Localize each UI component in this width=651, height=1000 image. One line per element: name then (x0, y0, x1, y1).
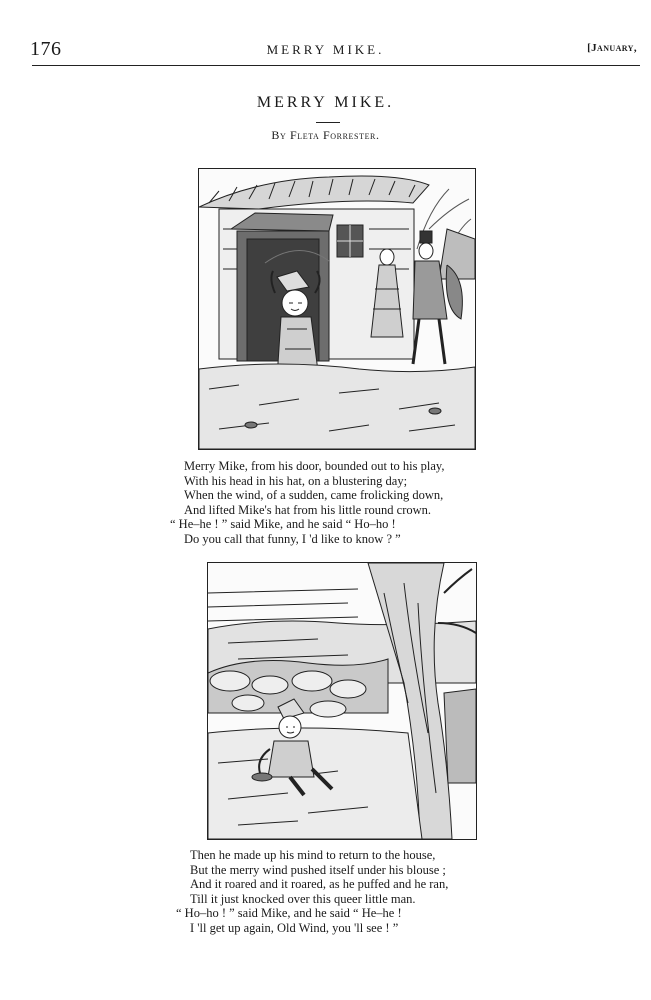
verse-line: Then he made up his mind to return to the house, (190, 848, 436, 862)
verse-line: Do you call that funny, I 'd like to know ? ” (184, 531, 401, 546)
title-rule (316, 122, 340, 123)
running-title: MERRY MIKE. (266, 42, 385, 57)
verse-line: “ He–he ! ” said Mike, and he said “ Ho–ho ! (170, 517, 396, 532)
verse-line: When the wind, of a sudden, came frolicking down, (184, 488, 444, 503)
byline: By Fleta Forrester. (271, 128, 380, 142)
page-number: 176 (30, 38, 62, 60)
engraving-cottage-scene (199, 169, 475, 449)
illustration-mike-fallen (207, 562, 477, 840)
engraving-windy-field-scene (208, 563, 476, 839)
verse-line: But the merry wind pushed itself under his blouse ; (190, 862, 446, 877)
illustration-mike-at-door (198, 168, 476, 450)
stanza-1 (170, 459, 444, 547)
header-rule (32, 65, 640, 66)
stanza-2 (176, 848, 448, 936)
verse-line: “ Ho–ho ! ” said Mike, and he said “ He–he ! (176, 906, 402, 921)
verse-line: I 'll get up again, Old Wind, you 'll see ! ” (190, 920, 399, 935)
verse-line: Merry Mike, from his door, bounded out to his play, (184, 459, 445, 473)
verse-line: And lifted Mike's hat from his little round crown. (184, 502, 432, 517)
verse-line: With his head in his hat, on a blustering day; (184, 473, 408, 488)
verse-line: And it roared and it roared, as he puffed and he ran, (190, 877, 449, 892)
article-title: MERRY MIKE. (256, 94, 395, 111)
month-header: [January, (587, 42, 637, 54)
verse-line: Till it just knocked over this queer little man. (190, 891, 416, 906)
